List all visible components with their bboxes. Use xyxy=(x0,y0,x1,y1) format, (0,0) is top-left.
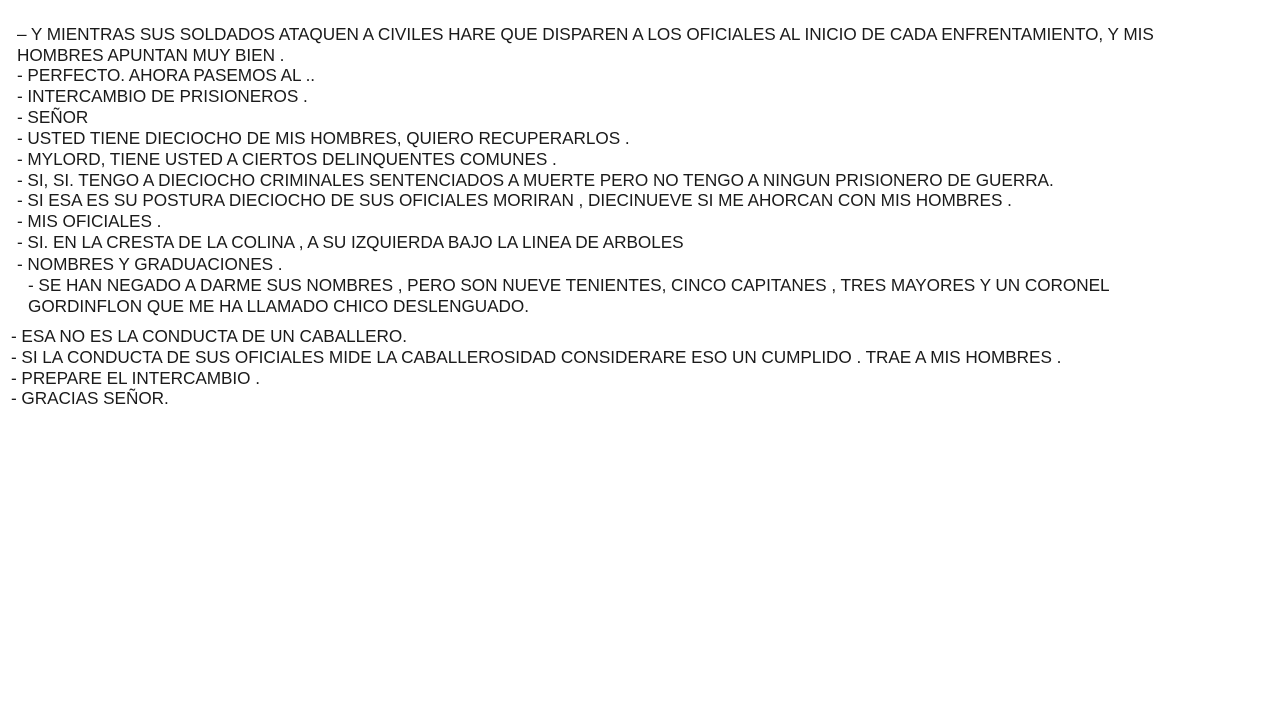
dialogue-line: GORDINFLON QUE ME HA LLAMADO CHICO DESLENGUADO. xyxy=(28,296,529,316)
dialogue-line: - USTED TIENE DIECIOCHO DE MIS HOMBRES, QUIERO RECUPERARLOS . xyxy=(17,128,630,148)
dialogue-line: - SEÑOR xyxy=(17,107,89,127)
dialogue-line: - ESA NO ES LA CONDUCTA DE UN CABALLERO. xyxy=(11,326,407,346)
dialogue-line: - MYLORD, TIENE USTED A CIERTOS DELINQUENTES COMUNES . xyxy=(17,149,557,169)
dialogue-line: - SI LA CONDUCTA DE SUS OFICIALES MIDE LA CABALLEROSIDAD CONSIDERARE ESO UN CUMPLIDO . TRAE A MIS HOMBRES . xyxy=(11,347,1062,367)
dialogue-line: - MIS OFICIALES . xyxy=(17,211,162,231)
dialogue-line: - GRACIAS SEÑOR. xyxy=(11,388,169,408)
dialogue-line: - SI. EN LA CRESTA DE LA COLINA , A SU IZQUIERDA BAJO LA LINEA DE ARBOLES xyxy=(17,232,684,252)
dialogue-line: - NOMBRES Y GRADUACIONES . xyxy=(17,254,283,274)
dialogue-line: - PERFECTO. AHORA PASEMOS AL .. xyxy=(17,65,316,85)
dialogue-line: - INTERCAMBIO DE PRISIONEROS . xyxy=(17,86,308,106)
dialogue-line: - SI ESA ES SU POSTURA DIECIOCHO DE SUS OFICIALES MORIRAN , DIECINUEVE SI ME AHORCAN CON MIS HOMBRES . xyxy=(17,190,1012,210)
dialogue-line: – Y MIENTRAS SUS SOLDADOS ATAQUEN A CIVILES HARE QUE DISPAREN A LOS OFICIALES AL INICIO DE CADA ENFRENTAMIENTO, Y MIS xyxy=(17,24,1154,44)
dialogue-line: - PREPARE EL INTERCAMBIO . xyxy=(11,368,260,388)
dialogue-line: - SI, SI. TENGO A DIECIOCHO CRIMINALES SENTENCIADOS A MUERTE PERO NO TENGO A NINGUN PRISIONERO DE GUERRA. xyxy=(17,170,1054,190)
dialogue-line: - SE HAN NEGADO A DARME SUS NOMBRES , PERO SON NUEVE TENIENTES, CINCO CAPITANES , TRES MAYORES Y UN CORONEL xyxy=(28,275,1110,295)
dialogue-line: HOMBRES APUNTAN MUY BIEN . xyxy=(17,45,285,65)
